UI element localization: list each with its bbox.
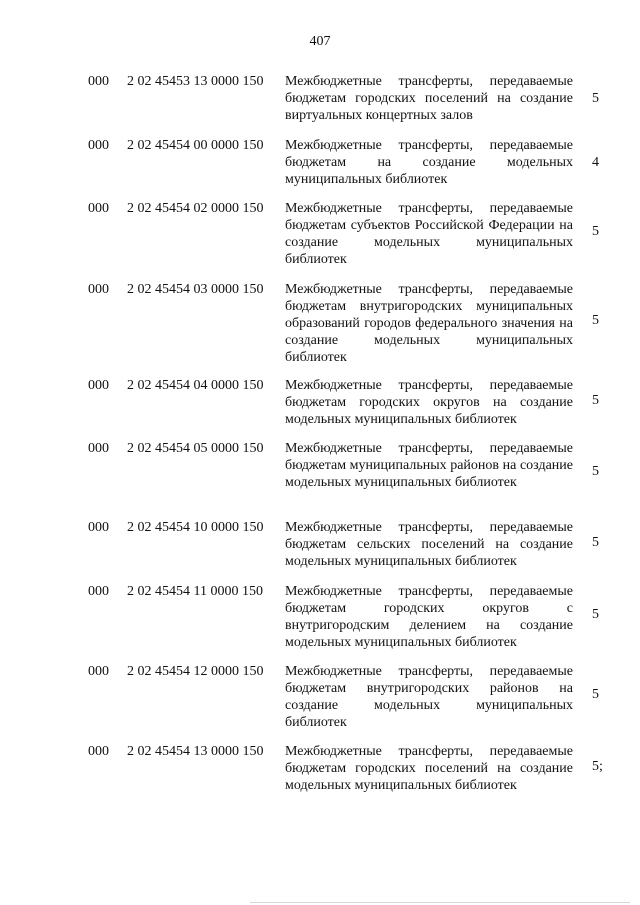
row-value: 5	[592, 607, 599, 622]
row-value: 5	[592, 393, 599, 408]
row-prefix: 000	[88, 520, 109, 535]
row-description: Межбюджетные трансферты, передаваемые бюджетам городских округов с внутригородским делением на создание модельных муниципальных библиотек	[285, 584, 573, 650]
row-code: 2 02 45454 00 0000 150	[127, 138, 264, 153]
row-value: 5	[592, 313, 599, 328]
row-description: Межбюджетные трансферты, передаваемые бюджетам городских поселений на создание виртуальных концертных залов	[285, 74, 573, 123]
row-code: 2 02 45454 13 0000 150	[127, 744, 264, 759]
row-description: Межбюджетные трансферты, передаваемые бюджетам городских поселений на создание модельных муниципальных библиотек	[285, 744, 573, 793]
row-prefix: 000	[88, 584, 109, 599]
row-value: 5	[592, 224, 599, 239]
row-description: Межбюджетные трансферты, передаваемые бюджетам на создание модельных муниципальных библиотек	[285, 138, 573, 187]
row-value: 5	[592, 464, 599, 479]
row-value: 4	[592, 155, 599, 170]
row-description: Межбюджетные трансферты, передаваемые бюджетам городских округов на создание модельных муниципальных библиотек	[285, 378, 573, 427]
row-prefix: 000	[88, 378, 109, 393]
row-code: 2 02 45454 05 0000 150	[127, 441, 264, 456]
row-prefix: 000	[88, 138, 109, 153]
row-value: 5;	[592, 759, 603, 774]
row-description: Межбюджетные трансферты, передаваемые бюджетам внутригородских районов на создание модельных муниципальных библиотек	[285, 664, 573, 730]
row-prefix: 000	[88, 74, 109, 89]
row-description: Межбюджетные трансферты, передаваемые бюджетам внутригородских муниципальных образований городов федерального значения на создание модельных муниципальных библиотек	[285, 282, 573, 365]
page-number: 407	[309, 34, 331, 49]
row-code: 2 02 45454 02 0000 150	[127, 201, 264, 216]
row-description: Межбюджетные трансферты, передаваемые бюджетам сельских поселений на создание модельных муниципальных библиотек	[285, 520, 573, 569]
row-prefix: 000	[88, 664, 109, 679]
row-prefix: 000	[88, 441, 109, 456]
scan-edge-divider	[250, 902, 630, 903]
row-value: 5	[592, 687, 599, 702]
row-code: 2 02 45454 11 0000 150	[127, 584, 263, 599]
row-code: 2 02 45454 04 0000 150	[127, 378, 264, 393]
row-description: Межбюджетные трансферты, передаваемые бюджетам муниципальных районов на создание модельных муниципальных библиотек	[285, 441, 573, 490]
row-value: 5	[592, 535, 599, 550]
row-prefix: 000	[88, 744, 109, 759]
row-code: 2 02 45454 10 0000 150	[127, 520, 264, 535]
row-code: 2 02 45453 13 0000 150	[127, 74, 264, 89]
row-code: 2 02 45454 03 0000 150	[127, 282, 264, 297]
row-description: Межбюджетные трансферты, передаваемые бюджетам субъектов Российской Федерации на создание модельных муниципальных библиотек	[285, 201, 573, 267]
row-prefix: 000	[88, 201, 109, 216]
row-value: 5	[592, 91, 599, 106]
row-prefix: 000	[88, 282, 109, 297]
row-code: 2 02 45454 12 0000 150	[127, 664, 264, 679]
